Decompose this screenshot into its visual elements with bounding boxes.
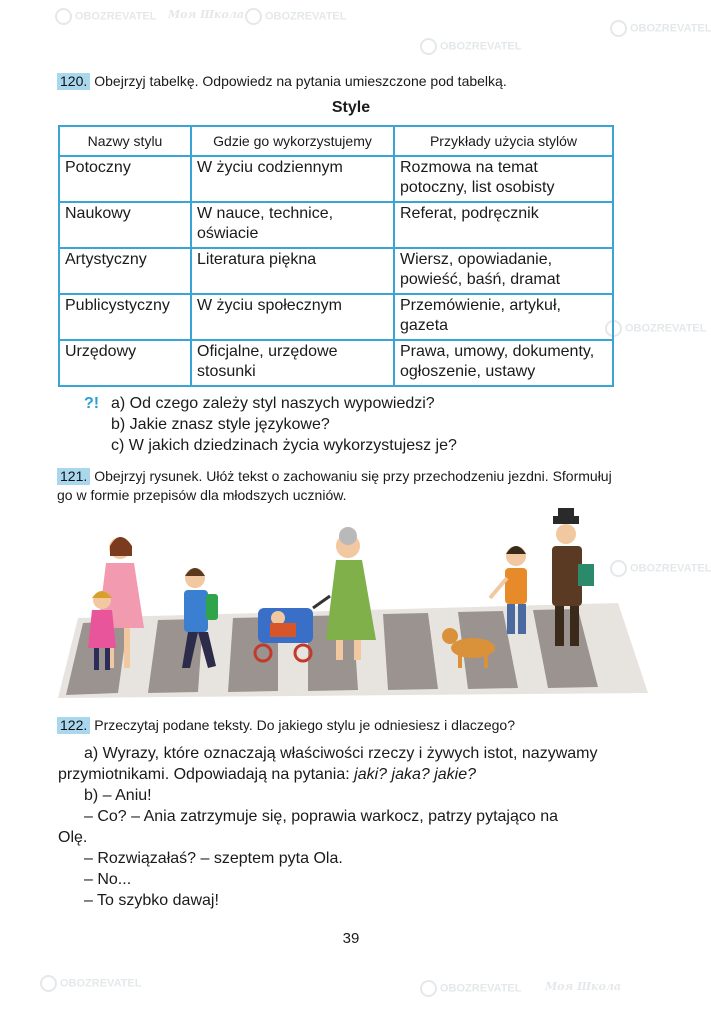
watermark: OBOZREVATEL xyxy=(420,980,521,997)
watermark: OBOZREVATEL xyxy=(55,8,156,25)
table-cell: Prawa, umowy, dokumenty, ogłoszenie, ustawy xyxy=(394,340,613,386)
watermark: Моя Школа xyxy=(545,980,622,993)
table-row xyxy=(59,202,613,248)
table-cell: Urzędowy xyxy=(59,340,191,386)
dialogue-line: – Co? – Ania zatrzymuje się, poprawia warkocz, patrzy pytająco na xyxy=(84,808,559,825)
question-c: c) W jakich dziedzinach życia wykorzystujesz je? xyxy=(111,437,457,454)
watermark-logo-icon xyxy=(610,20,627,37)
exercise-number: 121. xyxy=(57,468,90,485)
table-cell: Przemówienie, artykuł, gazeta xyxy=(394,294,613,340)
table-cell: Naukowy xyxy=(59,202,191,248)
table-row xyxy=(59,340,613,386)
styles-table xyxy=(58,125,614,387)
table-header-row xyxy=(59,126,613,156)
table-cell: W nauce, technice, oświacie xyxy=(191,202,394,248)
watermark-logo-icon xyxy=(420,980,437,997)
question-b: b) Jakie znasz style językowe? xyxy=(111,416,330,433)
paragraph-a-text: a) Wyrazy, które oznaczają właściwości rzeczy i żywych istot, nazywamy przymiotnikami. Odpowiadają na pytania: xyxy=(58,745,598,783)
watermark: Моя Школа xyxy=(168,8,245,21)
exercise-number: 120. xyxy=(57,73,90,90)
exercise-121-instruction xyxy=(57,467,627,505)
instruction-text: Przeczytaj podane teksty. Do jakiego stylu je odniesiesz i dlaczego? xyxy=(94,717,515,733)
dialogue-line: Olę. xyxy=(58,829,88,846)
page-number: 39 xyxy=(342,930,360,947)
table-row xyxy=(59,248,613,294)
dialogue-line: b) – Aniu! xyxy=(84,787,152,804)
watermark-logo-icon xyxy=(245,8,262,25)
table-cell: Artystyczny xyxy=(59,248,191,294)
exercise-122-instruction xyxy=(57,716,657,735)
column-header: Nazwy stylu xyxy=(59,126,191,156)
table-row xyxy=(59,156,613,202)
table-row xyxy=(59,294,613,340)
watermark: OBOZREVATEL xyxy=(245,8,346,25)
dialogue-line: – To szybko dawaj! xyxy=(84,892,219,909)
paragraph-a-italic: jaki? jaka? jakie? xyxy=(354,766,477,783)
watermark: OBOZREVATEL xyxy=(610,20,711,37)
watermark: OBOZREVATEL xyxy=(605,320,706,337)
table-cell: Wiersz, opowiadanie, powieść, baśń, dramat xyxy=(394,248,613,294)
table-cell: Literatura piękna xyxy=(191,248,394,294)
table-cell: Publicystyczny xyxy=(59,294,191,340)
instruction-text: Obejrzyj rysunek. Ułóż tekst o zachowaniu się przy przechodzeniu jezdni. Sformułuj go w formie przepisów dla młodszych uczniów. xyxy=(57,468,612,503)
column-header: Przykłady użycia stylów xyxy=(394,126,613,156)
exercise-number: 122. xyxy=(57,717,90,734)
column-header: Gdzie go wykorzystujemy xyxy=(191,126,394,156)
watermark: OBOZREVATEL xyxy=(420,38,521,55)
question-a: a) Od czego zależy styl naszych wypowiedzi? xyxy=(111,395,435,412)
table-cell: Referat, podręcznik xyxy=(394,202,613,248)
questions-block xyxy=(84,393,457,456)
table-title: Style xyxy=(331,99,371,116)
crosswalk-illustration xyxy=(58,508,658,708)
watermark-logo-icon xyxy=(420,38,437,55)
exercise-120-instruction xyxy=(57,72,657,91)
table-cell: W życiu społecznym xyxy=(191,294,394,340)
table-cell: W życiu codziennym xyxy=(191,156,394,202)
table-cell: Rozmowa na temat potoczny, list osobisty xyxy=(394,156,613,202)
watermark: OBOZREVATEL xyxy=(40,975,141,992)
watermark-logo-icon xyxy=(55,8,72,25)
table-cell: Oficjalne, urzędowe stosunki xyxy=(191,340,394,386)
dialogue-line: – No... xyxy=(84,871,132,888)
table-cell: Potoczny xyxy=(59,156,191,202)
paragraph-a xyxy=(58,743,618,785)
dialogue-line: – Rozwiązałaś? – szeptem pyta Ola. xyxy=(84,850,343,867)
question-mark-icon: ?! xyxy=(84,395,100,412)
watermark: OBOZREVATEL xyxy=(610,560,711,577)
instruction-text: Obejrzyj tabelkę. Odpowiedz na pytania umieszczone pod tabelką. xyxy=(94,73,507,89)
watermark-logo-icon xyxy=(40,975,57,992)
